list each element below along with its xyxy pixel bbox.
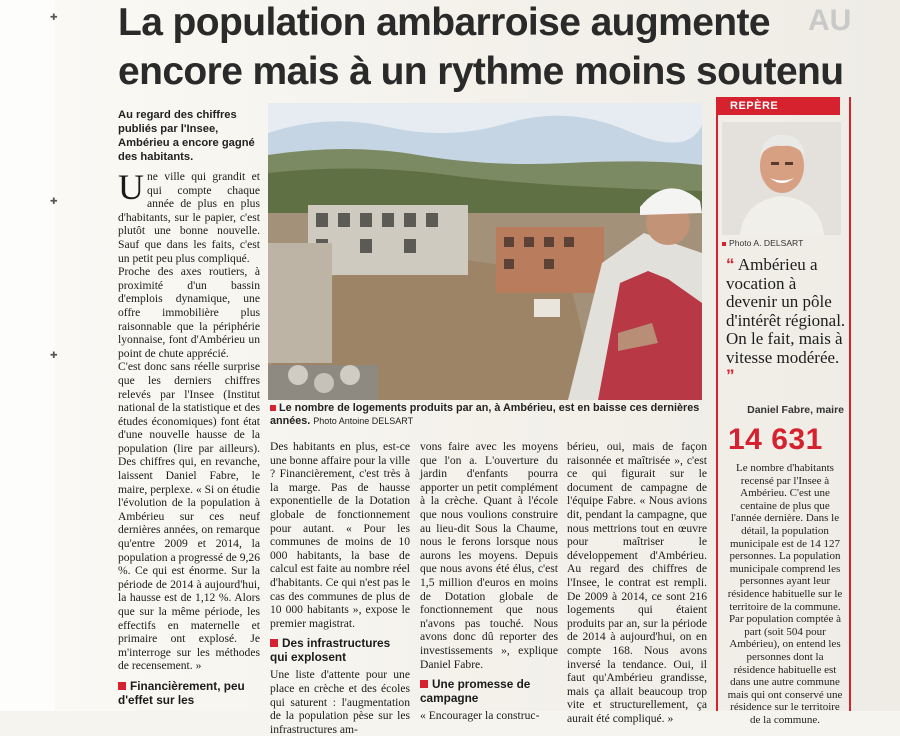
photo-credit: Photo Antoine DELSART	[313, 416, 414, 426]
paragraph: vons faire avec les moyens que l'on a. L'ouverture du jardin d'enfants pourra apporter un petit complément à la crèche. Quant à l'école que nous voulions construire au lieu-dit Sous la Chaume, nous le ferons lorsque nous aurons les moyens. Depuis que nous avons été élus, c'est 1,5 million d'euros en moins de Dotation globale de fonctionnement que nous n'avons pas touché. Nous avons donc dû reporter des investissements », explique Daniel Fabre.	[420, 440, 558, 671]
binding-mark: ✚	[50, 350, 58, 360]
construction-site-illustration	[268, 103, 702, 400]
paragraph: C'est donc sans réelle surprise que les derniers chiffres relevés par l'Insee (Institut national de la statistique et des études économiques) font état d'une nouvelle hausse de la population (lire par ailleurs). Des chiffres qui, en revanche, laissent Daniel Fabre, le maire, perplexe. « Si on étudie l'évolution de la population à Ambérieu sur ces neuf dernières années, on remarque qu'entre 2009 et 2014, la population a progressé de 9,26 %. Ce qui est énorme. Sur la période de 2014 à aujourd'hui, la hausse est de 1,12 %. Alors que sur la même période, les effectifs en maternelle et primaire ont explosé. Je m'interroge sur les méthodes de recensement. »	[118, 360, 260, 673]
sidebar-label: REPÈRE	[716, 97, 840, 115]
paragraph: Proche des axes routiers, à proximité d'un bassin d'emplois dynamique, une offre immobilière plus raisonnable que la périphérie lyonnaise, font d'Ambérieu un point de chute apprécié.	[118, 265, 260, 360]
red-square-bullet-icon	[722, 242, 726, 246]
red-square-bullet-icon	[420, 680, 428, 688]
paragraph: Des habitants en plus, est-ce une bonne affaire pour la ville ? Financièrement, c'est très à la marge. Pas de hausse exponentielle de la Dotation globale de fonctionnement pour autant. « Pour les communes de moins de 10 000 habitants, la base de calcul est faite au nombre réel d'habitants. Ce qui n'est pas le cas des communes de plus de 10 000 habitants », expose le premier magistrat.	[270, 440, 410, 630]
article-column-2	[270, 440, 410, 736]
article-column-1	[118, 167, 260, 711]
article-lead: Au regard des chiffres publiés par l'Insee, Ambérieu a encore gagné des habitants.	[118, 109, 255, 163]
photo-caption: Le nombre de logements produits par an, à Ambérieu, est en baisse ces dernières années. Photo Antoine DELSART	[270, 402, 700, 427]
binding-mark: ✚	[50, 196, 58, 206]
paragraph: Une ville qui grandit et qui compte chaque année de plus en plus d'habitants, sur le papier, c'est plutôt une bonne nouvelle. Sauf que dans les faits, c'est un petit peu plus compliqué.	[118, 167, 260, 265]
article-column-4	[567, 440, 707, 725]
headline-line-1: La population ambarroise augmente	[118, 1, 770, 44]
headline	[118, 0, 878, 96]
article-column-3	[420, 440, 558, 723]
paragraph: Une liste d'attente pour une place en crèche et des écoles qui saturent : l'augmentation de la population pèse sur les infrastructures am-	[270, 668, 410, 736]
key-figure-explanation: Le nombre d'habitants recensé par l'Insee à Ambérieu. C'est une centaine de plus que l'année dernière. Dans le détail, la population municipale est de 14 127 personnes. La population municipale comprend les personnes ayant leur résidence habituelle sur le territoire de la commune. Par population comptée à part (soit 504 pour Ambérieu), on entend les personnes dont la résidence habituelle est dans une autre commune mais qui ont conservé une résidence sur le territoire de la commune.	[727, 462, 843, 726]
article-photo	[268, 103, 702, 400]
paragraph: « Encourager la construc-	[420, 709, 540, 723]
page-margin	[0, 0, 55, 711]
paragraph: bérieu, oui, mais de façon raisonnée et maîtrisée », c'est ce qui figurait sur le document de campagne de l'équipe Fabre. « Nous avions dit, pendant la campagne, que nous mettrions tout en œuvre pour maîtriser le développement d'Ambérieu. Au regard des chiffres de l'Insee, le contrat est rempli. De 2009 à 2014, ce sont 216 logements qui étaient produits par an, sur la période de 2014 à aujourd'hui, on en compte 168. Nous avons inversé la tendance. Oui, il faut qu'Ambérieu grandisse, mais ça allait beaucoup trop vite et structurellement, ça aurait été compliqué. »	[567, 440, 707, 725]
mayor-portrait	[722, 122, 841, 235]
portrait-credit: Photo A. DELSART	[722, 238, 803, 248]
headline-line-2: encore mais à un rythme moins soutenu	[118, 50, 844, 93]
adjacent-article-fragment: AU	[808, 4, 852, 37]
portrait-illustration	[722, 122, 841, 235]
quote-author: Daniel Fabre, maire	[747, 404, 844, 416]
section-subhead: Des infrastructures qui explosent	[270, 636, 391, 665]
pull-quote: “ Ambérieu a vocation à devenir un pôle d'intérêt régional. On le fait, mais à vitesse modérée. ”	[726, 255, 846, 385]
open-quote-icon: “	[726, 255, 735, 274]
red-square-bullet-icon	[270, 405, 276, 411]
section-subhead: Financièrement, peu d'effet sur les	[118, 678, 245, 707]
drop-cap: U	[118, 167, 144, 207]
binding-mark: ✚	[50, 12, 58, 22]
red-square-bullet-icon	[270, 639, 278, 647]
close-quote-icon: ”	[726, 366, 735, 385]
key-figure: 14 631	[728, 423, 823, 456]
section-subhead: Une promesse de campagne	[420, 677, 531, 706]
red-square-bullet-icon	[118, 682, 126, 690]
